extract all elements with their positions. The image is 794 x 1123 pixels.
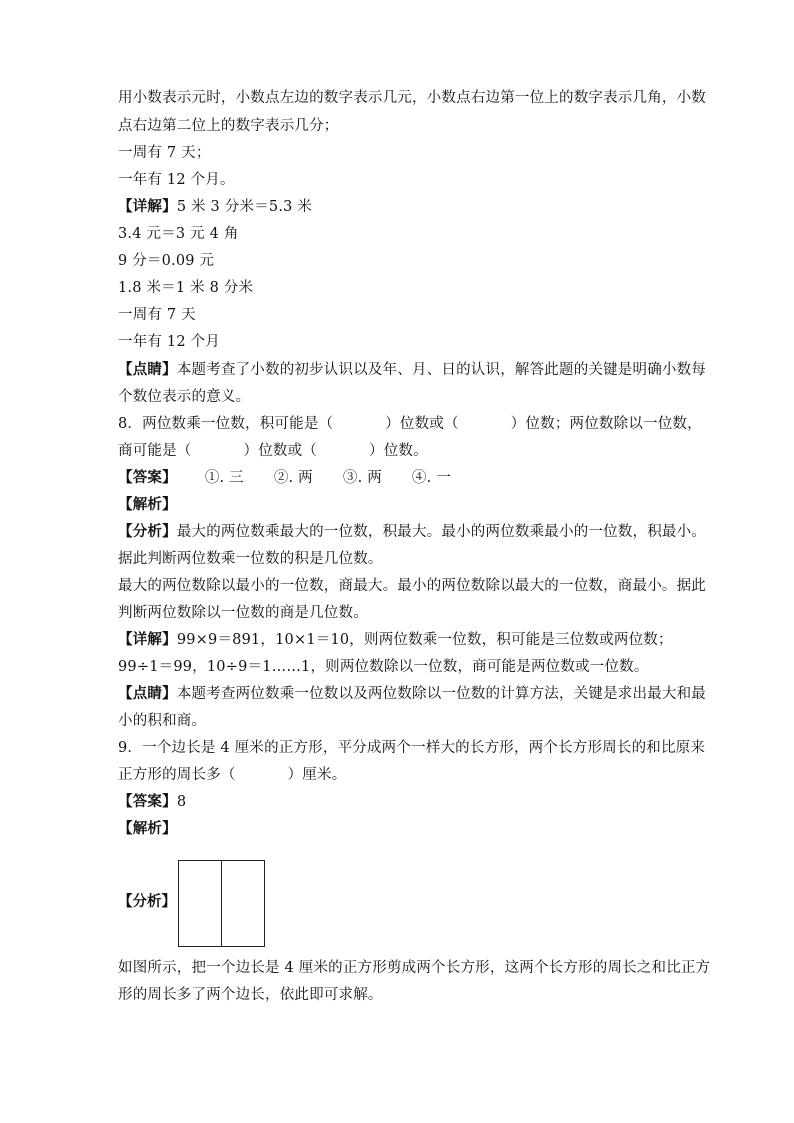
answer-item: ③. 两 <box>342 470 382 486</box>
text-line: 判断两位数除以一位数的商是几位数。 <box>118 605 368 621</box>
text-line: 小的积和商。 <box>118 713 207 729</box>
jiexi-line <box>118 819 177 839</box>
analysis-figure-row <box>118 860 318 950</box>
answer-item: ①. 三 <box>204 470 244 486</box>
question-8-line-2: 商可能是（ ）位数或（ ）位数。 <box>118 443 428 459</box>
question-9-line-1: 9．一个边长是 4 厘米的正方形，平分成两个一样大的长方形，两个长方形周长的和比原来 <box>118 740 706 756</box>
text-line: 据此判断两位数乘一位数的积是几位数。 <box>118 551 383 567</box>
answer-item: ④. 一 <box>411 470 451 486</box>
answer-tag: 【答案】 <box>118 470 177 486</box>
jiexi-tag: 【解析】 <box>118 821 177 837</box>
text-line: 最大的两位数除以最小的一位数，商最大。最小的两位数除以最大的一位数，商最小。据此 <box>118 578 706 594</box>
dianjing-line: 【点睛】本题考查两位数乘一位数以及两位数除以一位数的计算方法，关键是求出最大和最 <box>118 686 707 702</box>
text-line: 点右边第二位上的数字表示几分； <box>118 118 339 134</box>
question-8-line-1: 8．两位数乘一位数，积可能是（ ）位数或（ ）位数；两位数除以一位数， <box>118 416 702 432</box>
square-divided-figure <box>178 860 266 948</box>
fenxi-tag: 【分析】 <box>118 524 177 540</box>
question-8-answer <box>118 468 451 488</box>
dianjing-tag: 【点睛】 <box>118 362 177 378</box>
text-line: 一年有 12 个月。 <box>118 172 235 188</box>
text-line: 一周有 7 天； <box>118 145 211 161</box>
text-line: 一周有 7 天 <box>118 307 196 323</box>
detail-tag: 【详解】 <box>118 632 177 648</box>
text-line: 用小数表示元时，小数点左边的数字表示几元，小数点右边第一位上的数字表示几角，小数 <box>118 90 706 106</box>
text-line: 形的周长多了两个边长，依此即可求解。 <box>118 987 383 1003</box>
jiexi-tag: 【解析】 <box>118 497 177 513</box>
detail-tag: 【详解】 <box>118 199 177 215</box>
fenxi-tag: 【分析】 <box>118 894 176 910</box>
text-line: 一年有 12 个月 <box>118 334 220 350</box>
question-9-line-2: 正方形的周长多（ ）厘米。 <box>118 767 347 783</box>
dianjing-tag: 【点睛】 <box>118 686 177 702</box>
question-9-answer <box>118 792 186 812</box>
text-line: 个数位表示的意义。 <box>118 389 251 405</box>
text-line: 1.8 米＝1 米 8 分米 <box>118 280 254 296</box>
xiangjie-line: 【详解】99×9＝891，10×1＝10，则两位数乘一位数，积可能是三位数或两位数； <box>118 632 673 648</box>
jiexi-line <box>118 495 177 515</box>
answer-value: 8 <box>176 794 187 810</box>
answer-tag: 【答案】 <box>118 794 177 810</box>
text-line: 99÷1＝99，10÷9＝1……1，则两位数除以一位数，商可能是两位数或一位数。 <box>118 659 649 675</box>
fenxi-line: 【分析】最大的两位数乘最大的一位数，积最大。最小的两位数乘最小的一位数，积最小。 <box>118 524 707 540</box>
answer-item: ②. 两 <box>273 470 313 486</box>
text-line: 如图所示，把一个边长是 4 厘米的正方形剪成两个长方形，这两个长方形的周长之和比正方 <box>118 960 711 976</box>
text-line: 【详解】5 米 3 分米＝5.3 米 <box>118 199 313 215</box>
text-line: 9 分＝0.09 元 <box>118 253 215 269</box>
text-line: 3.4 元＝3 元 4 角 <box>118 226 239 242</box>
text-line: 【点睛】本题考查了小数的初步认识以及年、月、日的认识，解答此题的关键是明确小数每 <box>118 362 707 378</box>
